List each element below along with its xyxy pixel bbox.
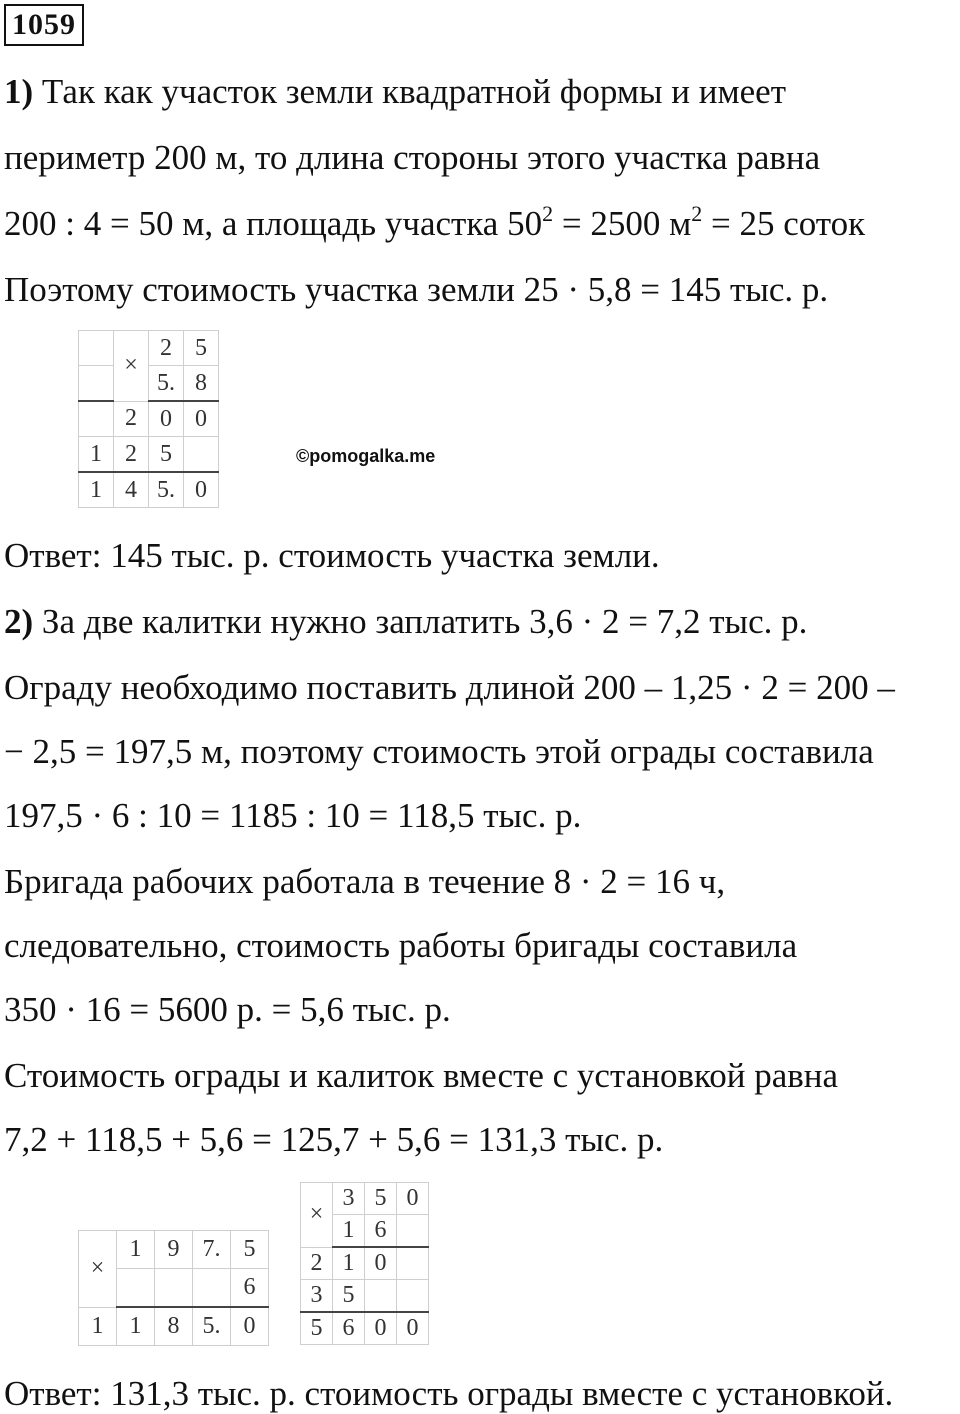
calc-cell: 8	[184, 366, 219, 402]
calc-cell: 2	[149, 331, 184, 366]
calc-cell: 8	[155, 1307, 193, 1346]
calc3-table	[300, 1182, 429, 1345]
part2-line2: Ограду необходимо поставить длиной 200 – 1,25 · 2 = 200 –	[4, 668, 895, 707]
calc-cell: 0	[365, 1312, 397, 1345]
calc-cell	[184, 437, 219, 473]
part2-line9: 7,2 + 118,5 + 5,6 = 125,7 + 5,6 = 131,3 тыс. р.	[4, 1120, 664, 1159]
calc-cell	[193, 1269, 231, 1308]
calc-cell: 1	[79, 472, 114, 508]
calc-cell	[79, 401, 114, 437]
calc-cell: 6	[333, 1312, 365, 1345]
calc-cell: 0	[397, 1183, 429, 1215]
part1-line4: Поэтому стоимость участка земли 25 · 5,8 = 145 тыс. р.	[4, 270, 829, 309]
part1-line3: 200 : 4 = 50 м, а площадь участка $50^2 = 2500$ $м^2 = 25$ соток	[4, 201, 866, 243]
calc-cell: ×	[301, 1183, 333, 1248]
part2-line7: 350 · 16 = 5600 р. = 5,6 тыс. р.	[4, 990, 451, 1029]
calc-cell: 6	[231, 1269, 269, 1308]
calc-cell: 5.	[149, 472, 184, 508]
calc-cell: ×	[114, 331, 149, 402]
calc-cell	[365, 1280, 397, 1313]
part2-line4: 197,5 · 6 : 10 = 1185 : 10 = 118,5 тыс. р.	[4, 796, 582, 835]
calc-cell: 0	[184, 472, 219, 508]
part1-label: 1)	[4, 72, 34, 111]
calc-cell	[397, 1280, 429, 1313]
calc-cell: 5	[333, 1280, 365, 1313]
calc-cell: 5	[301, 1312, 333, 1345]
calc-cell: 1	[79, 437, 114, 473]
calc-cell: 1	[117, 1231, 155, 1269]
calc-cell: 0	[365, 1247, 397, 1280]
calc-cell: 0	[149, 401, 184, 437]
calc-cell: 5	[231, 1231, 269, 1269]
watermark: ©pomogalka.me	[296, 446, 436, 466]
problem-number: 1059	[4, 4, 84, 46]
calc-cell: 1	[333, 1247, 365, 1280]
calc-cell: 5.	[149, 366, 184, 402]
calc-cell: 5.	[193, 1307, 231, 1346]
calc-cell: ×	[79, 1231, 117, 1308]
part1-answer: Ответ: 145 тыс. р. стоимость участка земли.	[4, 536, 660, 575]
calc-cell: 7.	[193, 1231, 231, 1269]
calc-cell: 3	[333, 1183, 365, 1215]
calc-cell: 2	[301, 1247, 333, 1280]
calc-cell: 5	[365, 1183, 397, 1215]
calc-cell	[155, 1269, 193, 1308]
calc-cell: 0	[231, 1307, 269, 1346]
calc-cell: 0	[397, 1312, 429, 1345]
part2-line5: Бригада рабочих работала в течение 8 · 2 = 16 ч,	[4, 862, 726, 901]
calc-cell: 9	[155, 1231, 193, 1269]
calc-cell: 1	[117, 1307, 155, 1346]
part1-line1: 1) Так как участок земли квадратной формы и имеет	[4, 72, 787, 111]
calc-cell	[79, 366, 114, 402]
part1-line2: периметр 200 м, то длина стороны этого участка равна	[4, 138, 821, 177]
part2-label: 2)	[4, 602, 34, 641]
calc-cell: 5	[184, 331, 219, 366]
calc2-table	[78, 1230, 269, 1346]
calc-cell: 6	[365, 1215, 397, 1248]
part2-line1: 2) За две калитки нужно заплатить 3,6 · 2 = 7,2 тыс. р.	[4, 602, 808, 641]
calc-cell	[397, 1215, 429, 1248]
calc-cell: 2	[114, 401, 149, 437]
calc-cell: 3	[301, 1280, 333, 1313]
calc-cell: 1	[79, 1307, 117, 1346]
calc-cell: 2	[114, 437, 149, 473]
part2-line3: − 2,5 = 197,5 м, поэтому стоимость этой ограды составила	[4, 732, 874, 771]
calc-cell: 1	[333, 1215, 365, 1248]
calc-cell	[117, 1269, 155, 1308]
part2-answer: Ответ: 131,3 тыс. р. стоимость ограды вместе с установкой.	[4, 1374, 894, 1413]
calc-cell	[79, 331, 114, 366]
part2-line6: следовательно, стоимость работы бригады составила	[4, 926, 798, 965]
calc-cell: 4	[114, 472, 149, 508]
part2-line8: Стоимость ограды и калиток вместе с установкой равна	[4, 1056, 839, 1095]
calc-cell: 0	[184, 401, 219, 437]
calc1-table	[78, 330, 219, 508]
calc-cell: 5	[149, 437, 184, 473]
calc-cell	[397, 1247, 429, 1280]
